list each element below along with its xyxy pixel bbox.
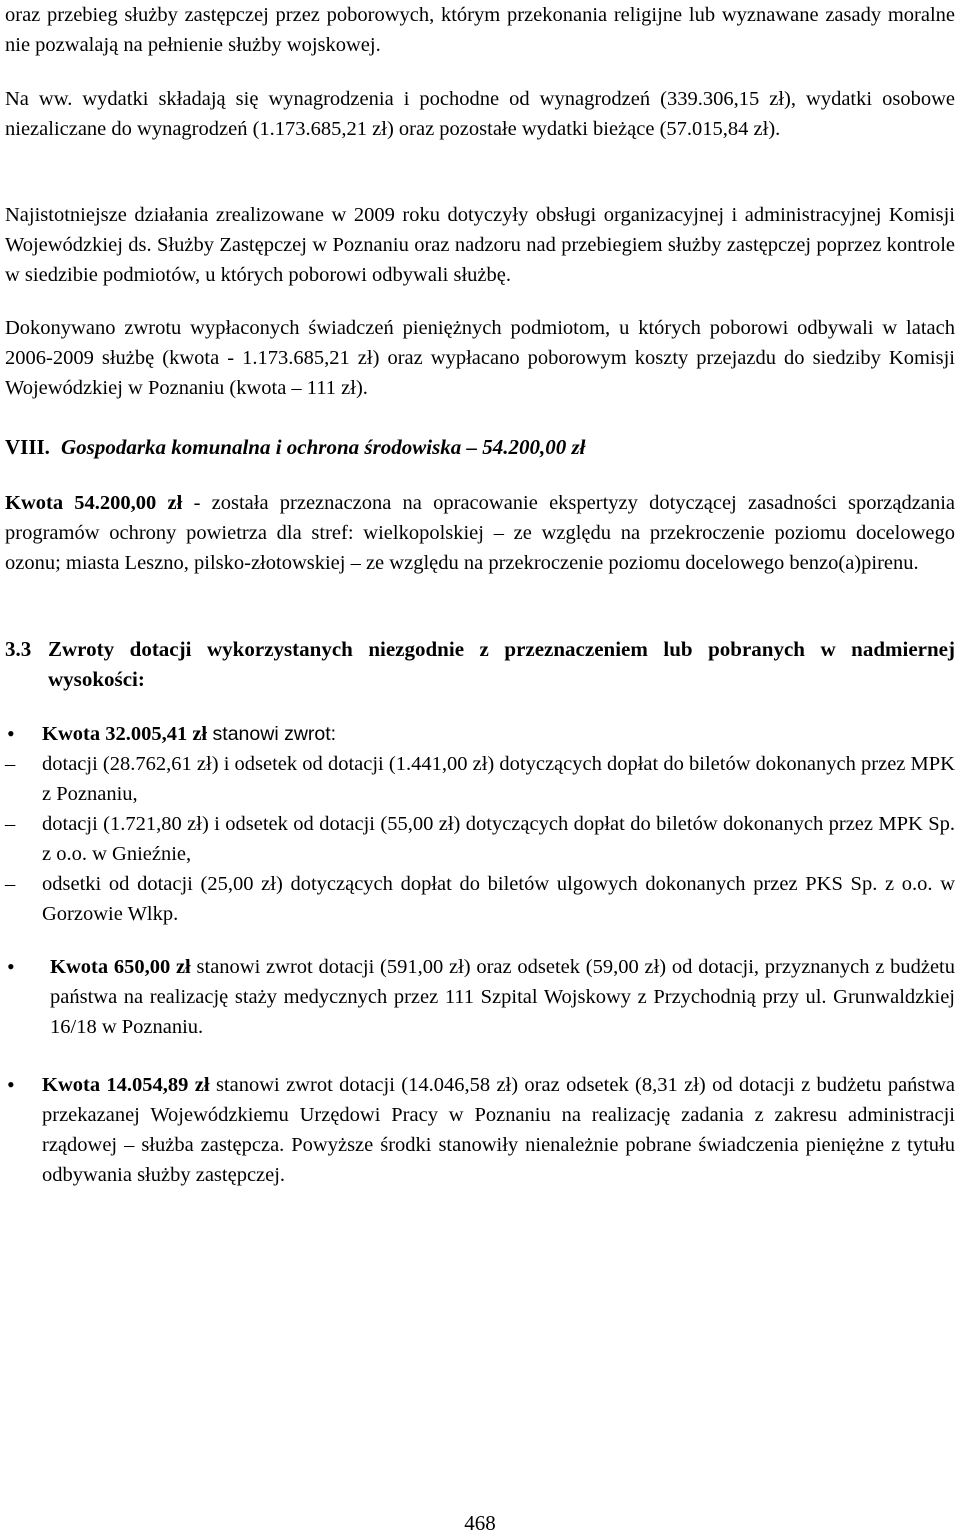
dash-icon: – (5, 873, 16, 895)
bullet-1-lead: Kwota 32.005,41 zł (42, 723, 208, 745)
bullet-1-header (42, 719, 955, 749)
section-3-3-heading (5, 634, 955, 694)
paragraph-actions-1: Najistotniejsze działania zrealizowane w 2009 roku dotyczyły obsługi organizacyjnej i administracyjnej Komisji Wojewódzkiej ds. Służby Zastępczej w Poznaniu oraz nadzoru nad przebiegiem służby zastępczej poprzez kontrole w siedzibie podmiotów, u których poborowi odbywali służbę. (5, 204, 955, 286)
dash-icon: – (5, 753, 16, 775)
kwota-54-text: - została przeznaczona na opracowanie ekspertyzy dotyczącej zasadności sporządzania programów ochrony powietrza dla stref: wielkopolskiej – ze względu na przekroczenie poziomu docelowego ozonu; miasta Leszno, pilsko-złotowskiej – ze względu na przekroczenie poziomu docelowego benzo(a)pirenu. (5, 492, 955, 574)
dash-item: – dotacji (28.762,61 zł) i odsetek od dotacji (1.441,00 zł) dotyczących dopłat do biletów dokonanych przez MPK z Poznaniu, (5, 749, 955, 809)
bullet-1-dash-list (5, 749, 955, 929)
section-viii-heading (5, 432, 586, 462)
kwota-54-lead: Kwota 54.200,00 zł (5, 492, 183, 514)
section-viii-number: VIII. (5, 435, 50, 459)
bullet-dot-icon: • (7, 1072, 15, 1097)
bullet-kwota-14054 (5, 1070, 955, 1190)
paragraph-actions-2: Dokonywano zwrotu wypłaconych świadczeń pieniężnych podmiotom, u których poborowi odbywali w latach 2006-2009 służbę (kwota - 1.173.685,21 zł) oraz wypłacano poborowym koszty przejazdu do siedziby Komisji Wojewódzkiej w Poznaniu (kwota – 111 zł). (5, 317, 955, 399)
bullet-kwota-32 (5, 719, 955, 929)
bullet-3-text: stanowi zwrot dotacji (14.046,58 zł) oraz odsetek (8,31 zł) od dotacji z budżetu państwa przekazanej Wojewódzkiemu Urzędowi Pracy w Poznaniu na realizację zadania z zakresu administracji rządowej – służba zastępcza. Powyższe środki stanowiły nienależnie pobrane świadczenia pieniężne z tytułu odbywania służby zastępczej. (42, 1074, 955, 1186)
bullet-dot-icon: • (7, 954, 15, 979)
bullet-kwota-650 (5, 952, 955, 1042)
dash-item: – odsetki od dotacji (25,00 zł) dotyczących dopłat do biletów ulgowych dokonanych przez PKS Sp. z o.o. w Gorzowie Wlkp. (5, 869, 955, 929)
dash-icon: – (5, 813, 16, 835)
paragraph-kwota-54 (5, 488, 955, 578)
bullet-dot-icon: • (7, 721, 15, 746)
bullet-2-lead: Kwota 650,00 zł (50, 956, 191, 978)
page-number: 468 (464, 1511, 496, 1535)
bullet-3-lead: Kwota 14.054,89 zł (42, 1074, 210, 1096)
bullet-1-text: stanowi zwrot: (207, 723, 337, 745)
bullet-3-body (42, 1070, 955, 1190)
bullet-2-body (50, 952, 955, 1042)
paragraph-intro: oraz przebieg służby zastępczej przez poborowych, którym przekonania religijne lub wyznawane zasady moralne nie pozwalają na pełnienie służby wojskowej. (5, 4, 955, 56)
paragraph-expenses: Na ww. wydatki składają się wynagrodzenia i pochodne od wynagrodzeń (339.306,15 zł), wydatki osobowe niezaliczane do wynagrodzeń (1.173.685,21 zł) oraz pozostałe wydatki bieżące (57.015,84 zł). (5, 88, 955, 140)
dash-item: – dotacji (1.721,80 zł) i odsetek od dotacji (55,00 zł) dotyczących dopłat do biletów dokonanych przez MPK Sp. z o.o. w Gnieźnie, (5, 809, 955, 869)
section-viii-title: Gospodarka komunalna i ochrona środowiska – 54.200,00 zł (61, 435, 586, 459)
section-3-3-number: 3.3 (5, 637, 32, 661)
section-3-3-title: Zwroty dotacji wykorzystanych niezgodnie z przeznaczeniem lub pobranych w nadmiernej wysokości: (48, 637, 955, 691)
bullet-2-text: stanowi zwrot dotacji (591,00 zł) oraz odsetek (59,00 zł) od dotacji, przyznanych z budżetu państwa na realizację staży medycznych przez 111 Szpital Wojskowy z Przychodnią przy ul. Grunwaldzkiej 16/18 w Poznaniu. (50, 956, 955, 1038)
